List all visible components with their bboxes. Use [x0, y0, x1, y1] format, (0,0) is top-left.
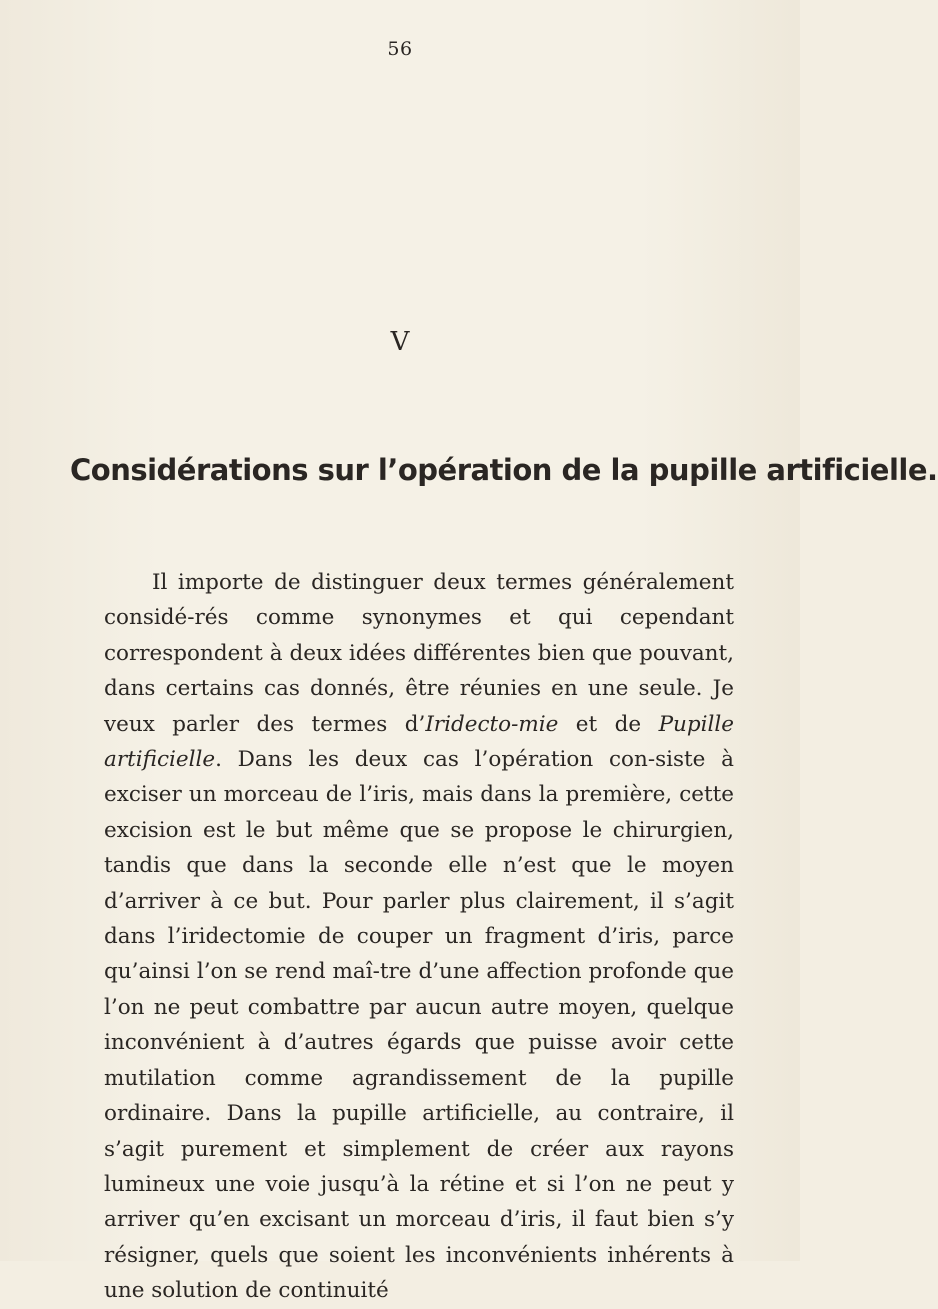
term-iridectomie: Iridecto-mie — [425, 711, 559, 737]
page-number: 56 — [387, 38, 413, 60]
body-paragraph — [104, 565, 734, 1309]
term-pupille-artificielle: Pupille artificielle — [104, 711, 734, 773]
paragraph-text-part-1: Il importe de distinguer deux termes généralement considé-rés comme synonymes et qui cependant correspondent à deux idées différentes bien que pouvant, dans certains cas donnés, être réunies en une seule. Je veux parler des termes d’ — [104, 570, 734, 737]
paragraph-text-part-2: et de — [558, 711, 659, 737]
paragraph-text-part-3: . Dans les deux cas l’opération con-siste à exciser un morceau de l’iris, mais dans la première, cette excision est le but même que se propose le chirurgien, tandis que dans la seconde elle n’est que le moyen d’arriver à ce but. Pour parler plus clairement, il s’agit dans l’iridectomie de couper un fragment d’iris, parce qu’ainsi l’on se rend maî-tre d’une affection profonde que l’on ne peut combattre par aucun autre moyen, quelque inconvénient à d’autres égards que puisse avoir cette mutilation comme agrandissement de la pupille ordinaire. Dans la pupille artificielle, au contraire, il s’agit purement et simplement de créer aux rayons lumineux une voie jusqu’à la rétine et si l’on ne peut y arriver qu’en excisant un morceau d’iris, il faut bien s’y résigner, quels que soient les inconvénients inhérents à une solution de continuité — [104, 747, 734, 1304]
section-numeral: V — [390, 327, 410, 357]
chapter-title: Considérations sur l’opération de la pupille artificielle. — [70, 453, 938, 487]
